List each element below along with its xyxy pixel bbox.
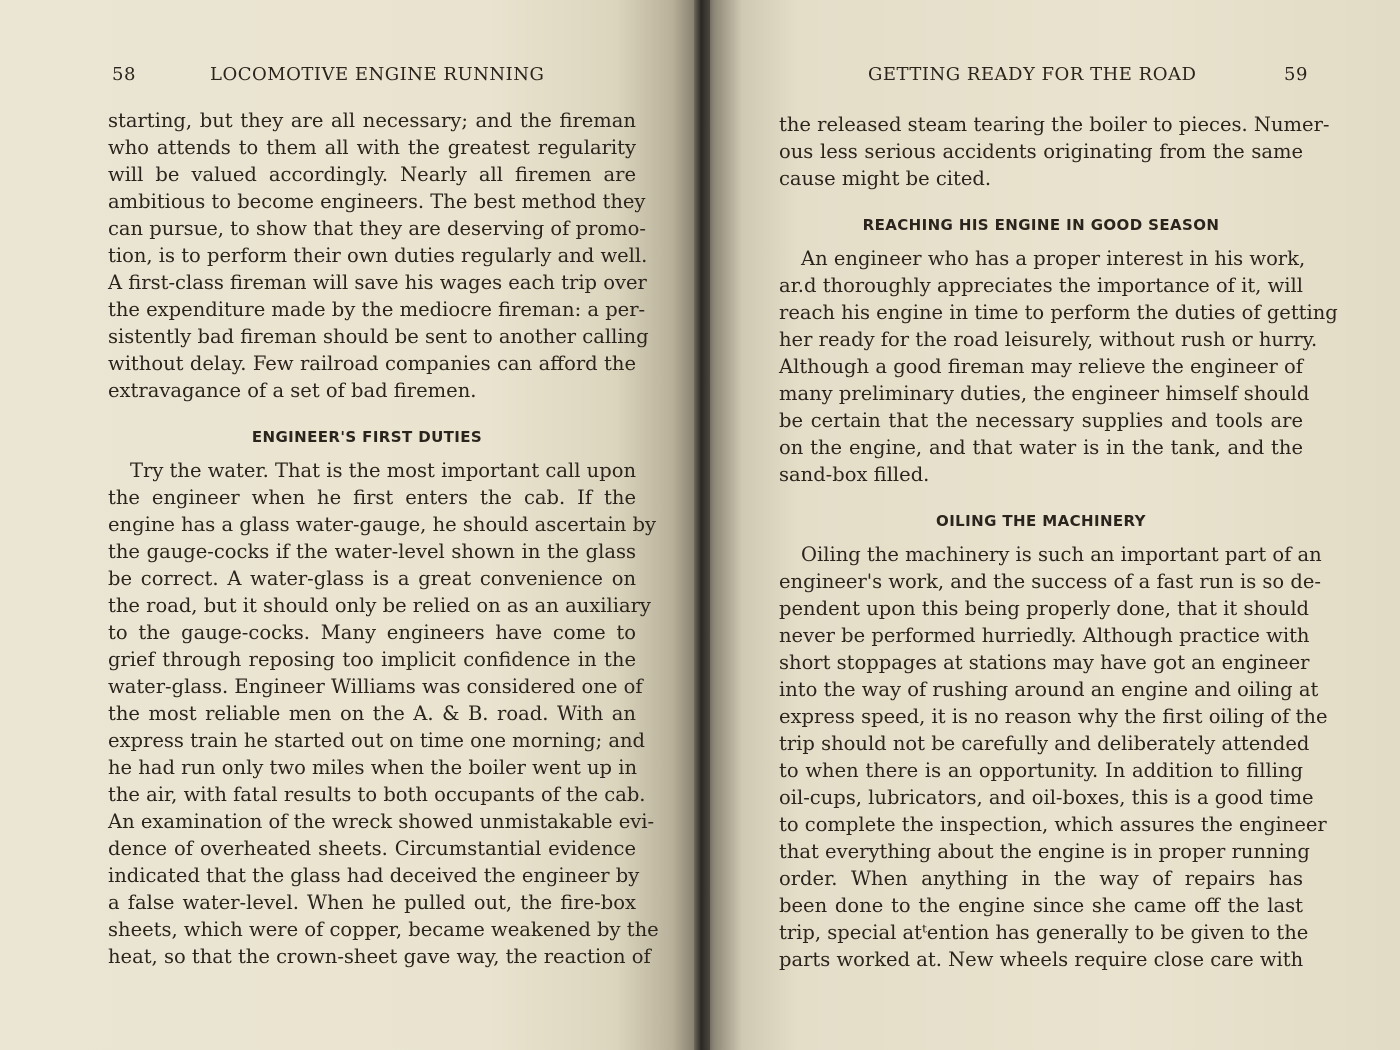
text-line: Although a good fireman may relieve the engineer of	[779, 355, 1303, 378]
text-line: express speed, it is no reason why the first oiling of the	[779, 705, 1328, 728]
text-line: sheets, which were of copper, became weakened by the	[108, 918, 659, 941]
text-line: the road, but it should only be relied on as an auxiliary	[108, 594, 651, 617]
book-gutter	[694, 0, 710, 1050]
text-line: into the way of rushing around an engine and oiling at	[779, 678, 1319, 701]
text-line: Oiling the machinery is such an important part of an	[801, 543, 1322, 566]
text-line: he had run only two miles when the boiler went up in	[108, 756, 638, 779]
text-line: to the gauge-cocks. Many engineers have come to	[108, 621, 636, 644]
text-line: oil-cups, lubricators, and oil-boxes, this is a good time	[779, 786, 1314, 809]
text-line: An engineer who has a proper interest in his work,	[801, 247, 1306, 270]
text-line: A first-class fireman will save his wages each trip over	[108, 271, 647, 294]
text-line: sand-box filled.	[779, 463, 930, 486]
text-line: parts worked at. New wheels require close care with	[779, 948, 1304, 971]
section-heading: OILING THE MACHINERY	[936, 512, 1146, 530]
text-line: indicated that the glass had deceived the engineer by	[108, 864, 640, 887]
text-line: trip, special atᵗention has generally to be given to the	[779, 921, 1309, 944]
text-line: order. When anything in the way of repairs has	[779, 867, 1303, 890]
paragraph	[779, 541, 1328, 973]
section-heading: ENGINEER'S FIRST DUTIES	[251, 428, 483, 446]
text-line: water-glass. Engineer Williams was considered one of	[108, 675, 643, 698]
text-line: reach his engine in time to perform the duties of getting	[779, 301, 1338, 324]
text-line: the released steam tearing the boiler to pieces. Numer-	[779, 113, 1330, 136]
text-line: ar.d thoroughly appreciates the importance of it, will	[779, 274, 1303, 297]
text-line: short stoppages at stations may have got an engineer	[779, 651, 1310, 674]
text-line: a false water-level. When he pulled out, the fire-box	[108, 891, 636, 914]
text-line: sistently bad fireman should be sent to another calling	[108, 325, 649, 348]
text-line: can pursue, to show that they are deserving of promo-	[108, 217, 646, 240]
text-line: the engineer when he first enters the cab. If the	[108, 486, 636, 509]
text-line: without delay. Few railroad companies can afford the	[108, 352, 636, 375]
text-line: pendent upon this being properly done, that it should	[779, 597, 1310, 620]
page-number: 59	[1284, 64, 1308, 85]
text-line: on the engine, and that water is in the tank, and the	[779, 436, 1303, 459]
running-head: GETTING READY FOR THE ROAD	[868, 64, 1197, 85]
text-line: heat, so that the crown-sheet gave way, the reaction of	[108, 945, 651, 968]
text-line: will be valued accordingly. Nearly all firemen are	[108, 163, 636, 186]
right-page	[700, 0, 1400, 1050]
text-line: ambitious to become engineers. The best method they	[108, 190, 646, 213]
running-head: LOCOMOTIVE ENGINE RUNNING	[210, 64, 545, 85]
text-line: who attends to them all with the greatest regularity	[108, 136, 636, 159]
text-line: that everything about the engine is in proper running	[779, 840, 1310, 863]
text-line: cause might be cited.	[779, 167, 992, 190]
text-line: to complete the inspection, which assures the engineer	[779, 813, 1327, 836]
text-line: trip should not be carefully and deliberately attended	[779, 732, 1310, 755]
page-number: 58	[112, 64, 136, 85]
text-line: the gauge-cocks if the water-level shown in the glass	[108, 540, 636, 563]
text-line: the air, with fatal results to both occupants of the cab.	[108, 783, 646, 806]
section-heading: REACHING HIS ENGINE IN GOOD SEASON	[862, 216, 1220, 234]
text-line: her ready for the road leisurely, without rush or hurry.	[779, 328, 1318, 351]
text-line: dence of overheated sheets. Circumstantial evidence	[108, 837, 636, 860]
paragraph	[108, 107, 649, 404]
text-line: never be performed hurriedly. Although practice with	[779, 624, 1310, 647]
text-line: An examination of the wreck showed unmistakable evi-	[108, 810, 655, 833]
text-line: been done to the engine since she came off the last	[779, 894, 1303, 917]
paragraph	[108, 457, 659, 970]
text-line: express train he started out on time one morning; and	[108, 729, 646, 752]
text-line: starting, but they are all necessary; and the fireman	[108, 109, 636, 132]
text-line: Try the water. That is the most important call upon	[130, 459, 636, 482]
text-line: be correct. A water-glass is a great convenience on	[108, 567, 636, 590]
text-line: the most reliable men on the A. & B. road. With an	[108, 702, 636, 725]
text-line: the expenditure made by the mediocre fireman: a per-	[108, 298, 646, 321]
text-line: engineer's work, and the success of a fast run is so de-	[779, 570, 1321, 593]
text-line: engine has a glass water-gauge, he should ascertain by	[108, 513, 657, 536]
paragraph	[779, 245, 1338, 488]
text-line: to when there is an opportunity. In addition to filling	[779, 759, 1303, 782]
text-line: ous less serious accidents originating from the same	[779, 140, 1303, 163]
text-line: be certain that the necessary supplies and tools are	[779, 409, 1303, 432]
paragraph	[779, 111, 1330, 192]
text-line: extravagance of a set of bad firemen.	[108, 379, 477, 402]
text-line: grief through reposing too implicit confidence in the	[108, 648, 636, 671]
text-line: many preliminary duties, the engineer himself should	[779, 382, 1310, 405]
text-line: tion, is to perform their own duties regularly and well.	[108, 244, 648, 267]
